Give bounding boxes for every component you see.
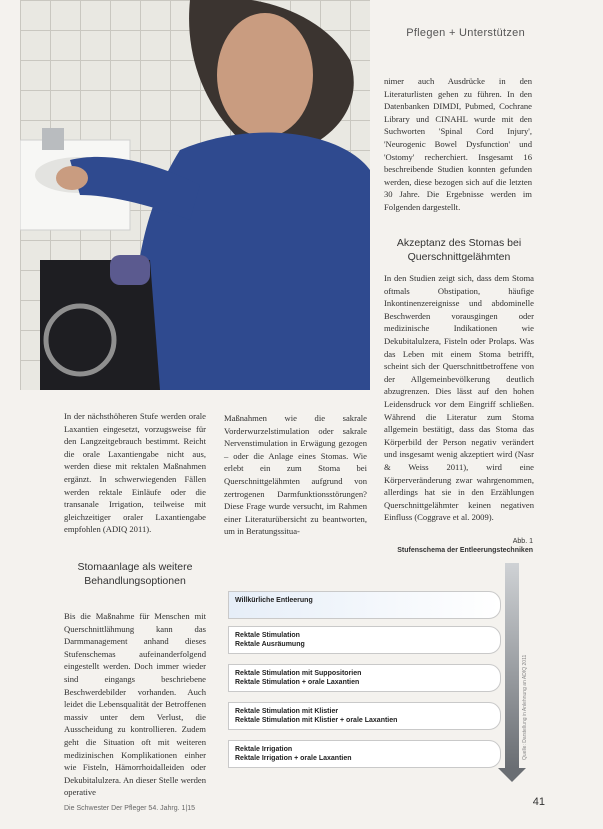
progression-arrow [505,563,519,768]
body-text-left: In der nächsthöheren Stufe werden orale Laxantien eingesetzt, vorzugsweise für den Langzeitgebrauch bestimmt. Reicht die orale Laxantiengabe nicht aus, werden diese mit rektalen Maßnahmen ergänzt. In schwerwiegenden Fällen werden rektale Einläufe oder die transanale Irrigation, teilweise mit gleichzeitiger oraler Laxantiengabe empfohlen (ADIQ 2011). [64,411,206,535]
step-5 [228,740,501,768]
step-4 [228,702,501,730]
photo-illustration [20,0,370,390]
body-text-left-bottom: Bis die Maßnahme für Menschen mit Querschnittlähmung kann das Darmmanagement anhand dieses Stufenschemas aufeinanderfolgend eingestellt werden. Doch immer wieder sind eingangs beschriebene Beschwerdebilder vorhanden. Auch leidet die Lebensqualität der Betroffenen massiv unter dem Verlust, die Ausscheidung zu kontrollieren. Zudem geht die Situation oft mit weiteren medizinischen Komplikationen einher wie Fisteln, Hämorrhoidalleiden oder Dekubitalulzera. An dieser Stelle werden operative [64,611,206,798]
step-1-line-1: Willkürliche Entleerung [235,597,313,604]
figure-label: Abb. 1 [512,538,533,545]
figure-source: Quelle: Darstellung in Anlehnung an ADIQ 2011 [522,654,528,760]
body-text-middle: Maßnahmen wie die sakrale Vorderwurzelstimulation oder sakrale Nervenstimulation in Erwägung gezogen – oder die Anlage eines Stomas. Wie erlebt ein zum Stoma bei Querschnittgelähmten aufgrund von zertrogenen Darmfunktionsstörungen? Diese Frage wurde versucht, im Rahmen einer Literaturübersicht zu beantworten, um in Beratungssitua- [224,413,367,537]
step-2 [228,626,501,654]
step-3-line-1: Rektale Stimulation mit Suppositorien [235,670,362,677]
step-2-line-2: Rektale Ausräumung [235,641,305,648]
step-5-line-2: Rektale Irrigation + orale Laxantien [235,755,352,762]
heading-akzeptanz: Akzeptanz des Stomas bei Querschnittgelähmten [396,237,522,263]
step-1 [228,591,501,619]
step-3 [228,664,501,692]
footer-journal: Die Schwester Der Pfleger 54. Jahrg. 1|15 [64,805,195,812]
body-text-right-top: nimer auch Ausdrücke in den Literaturlisten gehen zu führen. In den Datenbanken DIMDI, Pubmed, Cochrane Library und CINAHL wurde mit den Suchworten 'Spinal Cord Injury', 'Neurogenic Bowel Dysfunction' und 'Ostomy' recherchiert. Insgesamt 16 beschreibende Studien konnten gefunden werden, diese bezogen sich auf die letzten 30 Jahre. Die Ergebnisse werden im Folgenden dargestellt. [384,76,532,212]
photo-patient-at-sink [20,0,370,390]
step-2-line-1: Rektale Stimulation [235,632,300,639]
step-4-line-1: Rektale Stimulation mit Klistier [235,708,339,715]
figure-title: Stufenschema der Entleerungstechniken [397,547,533,554]
step-3-line-2: Rektale Stimulation + orale Laxantien [235,679,360,686]
step-5-line-1: Rektale Irrigation [235,746,293,753]
arrow-down-icon [498,768,526,782]
body-text-right-middle: In den Studien zeigt sich, dass dem Stoma oftmals Obstipation, häufige Inkontinenzereignisse und abdominelle Beschwerden vorausgingen oder medizinische Indikationen wie Dekubitalulzera, Fisteln oder Prolaps. Was das Leben mit einem Stoma betrifft, scheint sich der Querschnittbetroffene von der Allgemeinbevölkerung deutlich abzugrenzen. Dies lässt auf den hohen Leidensdruck vor dem Eingriff schließen. Während die Literatur zum Stoma allgemein bestätigt, dass das Stoma das Körperbild der Person negativ verändert und insgesamt wenig akzeptiert wird (Nasr & Weiss 2011), wird eine Körperveränderung zwar wahrgenommen, allerdings hat sie in den Erzählungen Querschnittgelähmter keinen negativen Einfluss (Coggrave et al. 2009). [384,273,534,523]
page-number: 41 [532,796,545,808]
heading-stomaanlage: Stomaanlage als weitere Behandlungsoptionen [77,561,193,587]
page-header-section: Pflegen + Unterstützen [406,27,525,39]
step-4-line-2: Rektale Stimulation mit Klistier + orale Laxantien [235,717,398,724]
